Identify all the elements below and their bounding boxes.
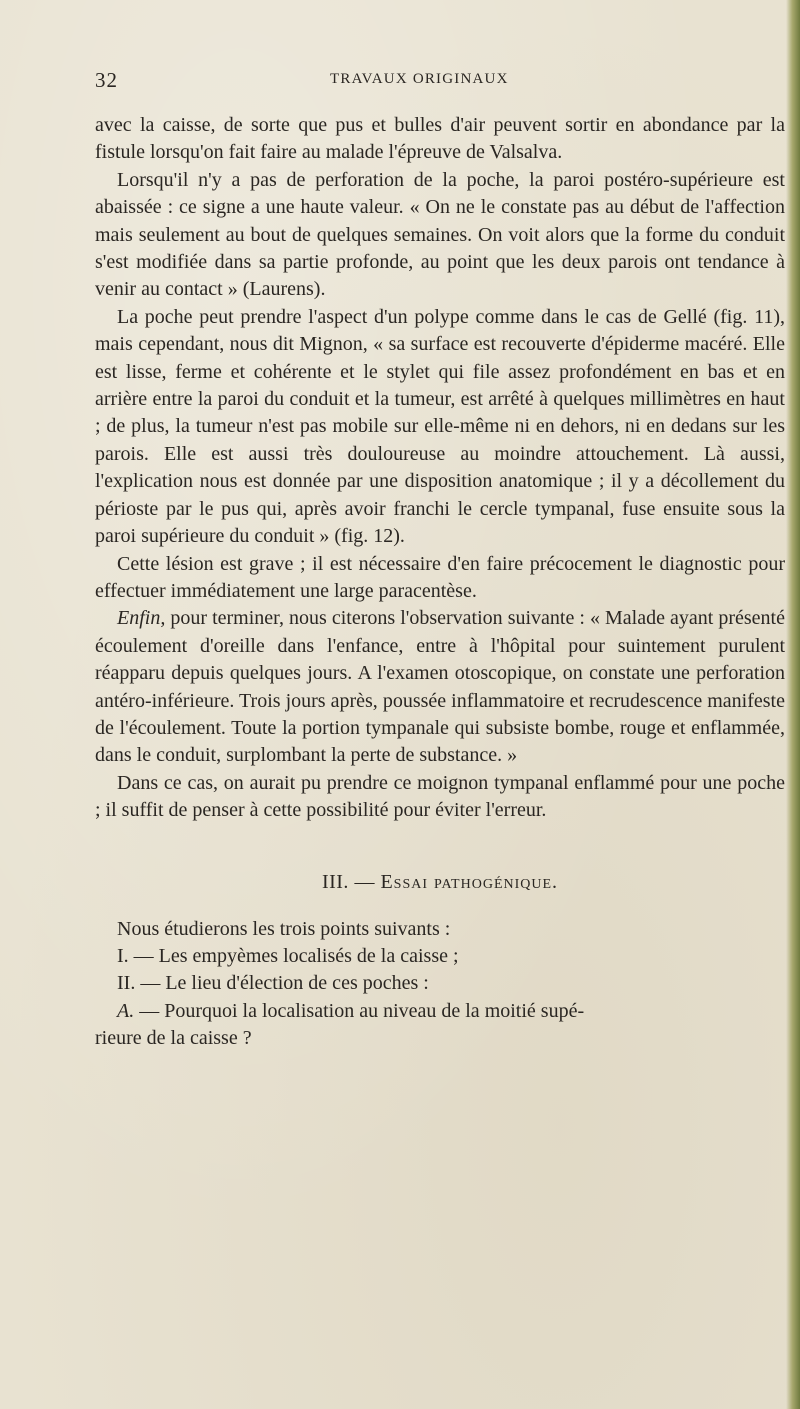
section-dash: — [354, 870, 375, 893]
paragraph-5 [95, 605, 785, 769]
intro-line: Nous étudierons les trois points suivants : [117, 917, 451, 940]
enfin-lead: Enfin, [117, 607, 166, 630]
sub-point-text: — Pourquoi la localisation au niveau de la moitié supé- [134, 999, 585, 1022]
page-edge-shadow [786, 0, 800, 1409]
running-head: TRAVAUX ORIGINAUX [330, 71, 509, 87]
point-2: II. — Le lieu d'élection de ces poches : [117, 972, 429, 995]
page-number: 32 [95, 68, 118, 92]
paragraph-3: La poche peut prendre l'aspect d'un polype comme dans le cas de Gellé (fig. 11), mais cependant, nous dit Mignon, « sa surface est recouverte d'épiderme macéré. Elle est lisse, ferme et cohérente et le stylet qui file assez profondément en bas et en arrière entre la paroi du conduit et la tumeur, est arrêté à quelques millimètres en haut ; de plus, la tumeur n'est pas mobile sur elle-même ni en dehors, ni en dedans sur les parois. Elle est aussi très douloureuse au moindre attouchement. Là aussi, l'explication nous est donnée par une disposition anatomique ; il y a décollement du périoste par le pus qui, après avoir franchi le cercle tympanal, fuse ensuite sous la paroi supérieure du conduit » (fig. 12). [95, 305, 785, 548]
paragraph-2: Lorsqu'il n'y a pas de perforation de la poche, la paroi postéro-supérieure est abaissée : ce signe a une haute valeur. « On ne le constate pas au début de l'affection mais seulement au bout de quelques semaines. On voit alors que la forme du conduit s'est modifiée dans sa partie profonde, au point que les deux parois ont tendance à venir au contact » (Laurens). [95, 168, 785, 301]
sub-point-a [95, 998, 785, 1025]
paragraph-4: Cette lésion est grave ; il est nécessaire d'en faire précocement le diagnostic pour effectuer immédiatement une large paracentèse. [95, 552, 785, 602]
section-number: III. [321, 870, 349, 893]
section-title: Essai pathogénique. [380, 870, 559, 893]
sub-point-label: A. [117, 999, 135, 1022]
enfin-rest: pour terminer, nous citerons l'observation suivante : « Malade ayant présenté écoulement d'oreille dans l'enfance, entre à l'hôpital pour suintement purulent réapparu depuis quelques jours. A l'examen otoscopique, on constate une perforation antéro-inférieure. Trois jours après, poussée inflammatoire et recrudescence manifeste de l'écoulement. Toute la portion tympanale qui subsiste bombe, rouge et enflammée, dans le conduit, surplombant la perte de substance. » [95, 607, 785, 767]
paragraph-6: Dans ce cas, on aurait pu prendre ce moignon tympanal enflammé pour une poche ; il suffit de penser à cette possibilité pour éviter l'erreur. [95, 771, 785, 822]
point-1: I. — Les empyèmes localisés de la caisse ; [117, 944, 459, 967]
sub-point-continuation: rieure de la caisse ? [95, 1027, 252, 1050]
body-text [95, 112, 785, 1053]
page-header [95, 68, 705, 98]
section-heading [95, 871, 785, 894]
paragraph-1: avec la caisse, de sorte que pus et bulles d'air peuvent sortir en abondance par la fistule lorsqu'on fait faire au malade l'épreuve de Valsalva. [95, 114, 785, 164]
